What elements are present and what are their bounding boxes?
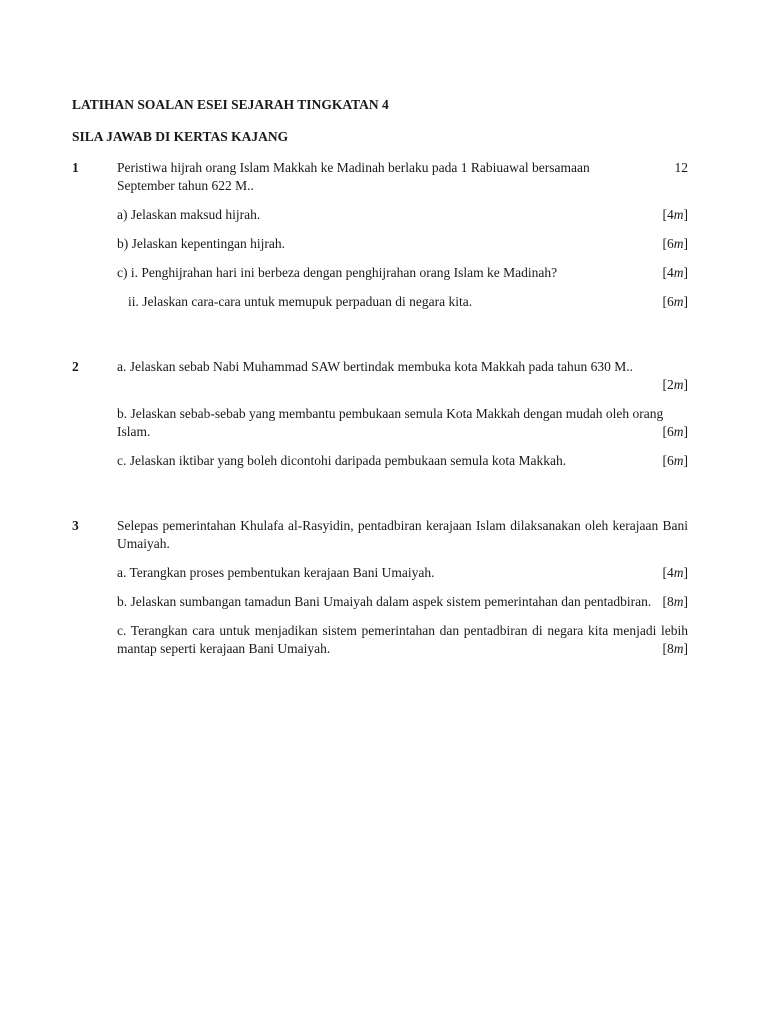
item-marks: [6m] [662, 453, 688, 468]
item-marks: [4m] [662, 265, 688, 280]
item-text: b. Jelaskan sebab-sebab yang membantu pembukaan semula Kota Makkah dengan mudah oleh orang Islam. [117, 406, 664, 439]
item-text: a. Jelaskan sebab Nabi Muhammad SAW bertindak membuka kota Makkah pada tahun 630 M.. [117, 359, 634, 374]
question-intro-line: September tahun 622 M.. [117, 178, 254, 193]
question-item [117, 293, 688, 311]
question-number: 1 [72, 160, 79, 175]
item-text: c) i. Penghijrahan hari ini berbeza dengan penghijrahan orang Islam ke Madinah? [117, 265, 558, 280]
item-marks: [4m] [662, 565, 688, 580]
item-text: a. Terangkan proses pembentukan kerajaan Bani Umaiyah. [117, 565, 435, 580]
item-marks: [4m] [662, 207, 688, 222]
item-marks: [6m] [662, 236, 688, 251]
document-title: LATIHAN SOALAN ESEI SEJARAH TINGKATAN 4 [72, 97, 389, 112]
question-intro [117, 159, 688, 195]
item-text: ii. Jelaskan cara-cara untuk memupuk perpaduan di negara kita. [128, 294, 473, 309]
item-marks: [8m] [662, 594, 688, 609]
item-text: a) Jelaskan maksud hijrah. [117, 207, 261, 222]
question-number: 2 [72, 359, 79, 374]
question-2 [72, 358, 688, 470]
item-text: c. Jelaskan iktibar yang boleh dicontohi daripada pembukaan semula kota Makkah. [117, 453, 567, 468]
question-item [117, 622, 688, 658]
item-marks: [8m] [662, 641, 688, 656]
question-intro: Selepas pemerintahan Khulafa al-Rasyidin, pentadbiran kerajaan Islam dilaksanakan oleh kerajaan Bani Umaiyah. [117, 518, 688, 551]
question-item [117, 264, 688, 282]
question-intro-line: Peristiwa hijrah orang Islam Makkah ke Madinah berlaku pada 1 Rabiuawal bersamaan [117, 160, 590, 175]
question-3 [72, 517, 688, 658]
item-marks: [6m] [662, 294, 688, 309]
item-marks: [6m] [662, 424, 688, 439]
document-page [72, 96, 688, 669]
item-marks: [2m] [662, 377, 688, 392]
question-item [117, 593, 688, 611]
question-item [117, 452, 688, 470]
item-text: c. Terangkan cara untuk menjadikan sistem pemerintahan dan pentadbiran di negara kita menjadi lebih mantap seperti kerajaan Bani Umaiyah. [117, 623, 688, 656]
document-instruction: SILA JAWAB DI KERTAS KAJANG [72, 129, 289, 144]
question-number: 3 [72, 518, 79, 533]
question-intro-line-end: 12 [674, 160, 688, 175]
question-1 [72, 159, 688, 311]
item-text: b. Jelaskan sumbangan tamadun Bani Umaiyah dalam aspek sistem pemerintahan dan pentadbiran. [117, 594, 652, 609]
question-item [117, 564, 688, 582]
question-item [117, 405, 688, 441]
question-item [117, 358, 688, 394]
question-item [117, 235, 688, 253]
question-item [117, 206, 688, 224]
item-text: b) Jelaskan kepentingan hijrah. [117, 236, 285, 251]
